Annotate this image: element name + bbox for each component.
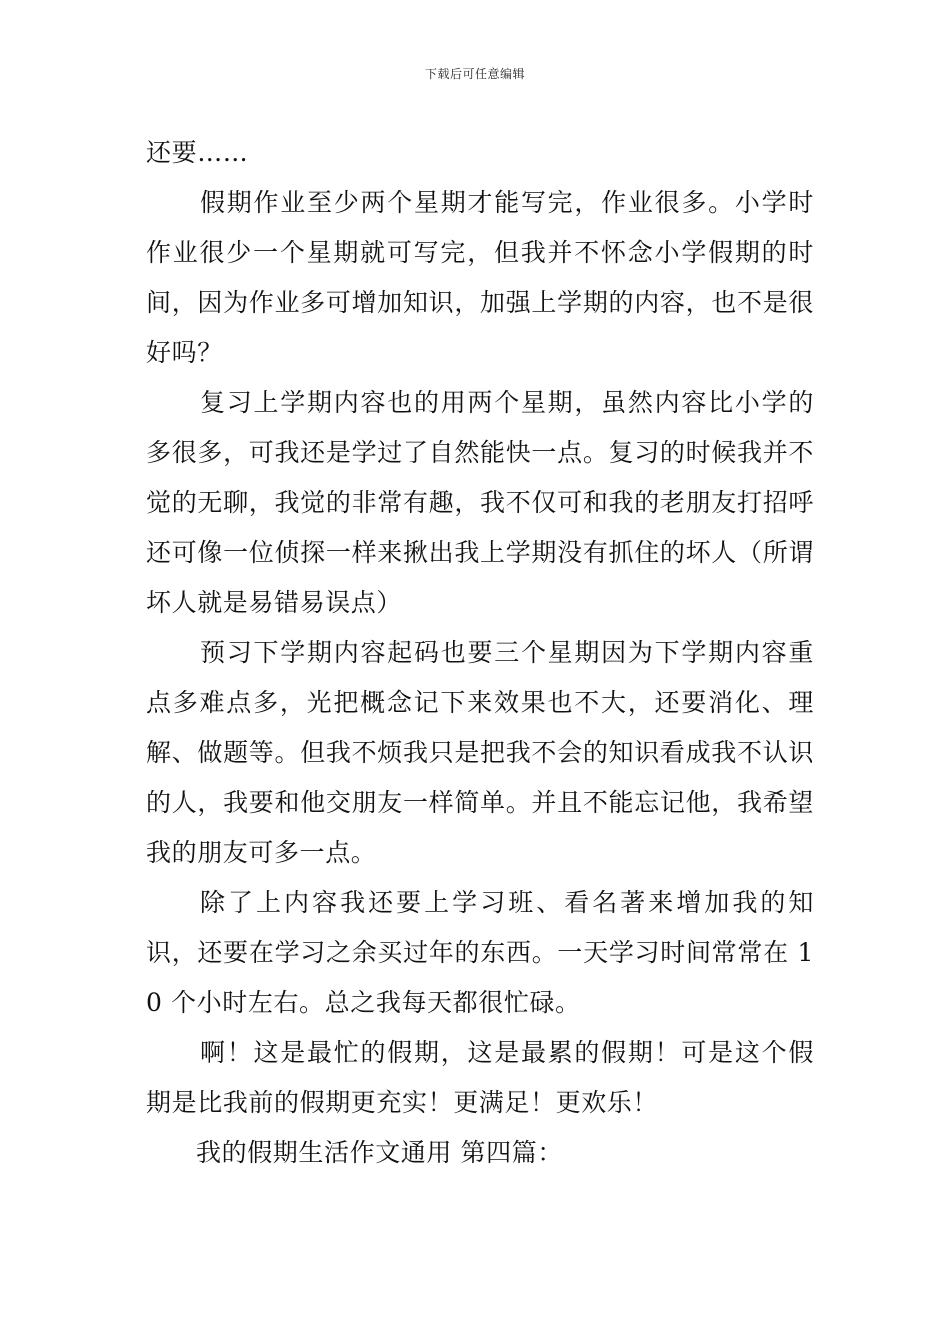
paragraph-classes: 除了上内容我还要上学习班、看名著来增加我的知识，还要在学习之余买过年的东西。一天学习时间常常在 10 个小时左右。总之我每天都很忙碌。: [146, 888, 814, 1017]
section-heading: 我的假期生活作文通用 第四篇：: [196, 1138, 563, 1167]
paragraph-review: 复习上学期内容也的用两个星期，虽然内容比小学的多很多，可我还是学过了自然能快一点。复习的时候我并不觉的无聊，我觉的非常有趣，我不仅可和我的老朋友打招呼还可像一位侦探一样来揪出我上学期没有抓住的坏人（所谓坏人就是易错易误点）: [146, 388, 814, 617]
document-body: [146, 128, 814, 1178]
continuation-text: 还要……: [146, 138, 249, 167]
page-header-note: 下载后可任意编辑: [424, 67, 525, 81]
paragraph-exclamation: 啊！这是最忙的假期，这是最累的假期！可是这个假期是比我前的假期更充实！更满足！更欢乐！: [146, 1038, 814, 1117]
paragraph-homework: 假期作业至少两个星期才能写完，作业很多。小学时作业很少一个星期就可写完，但我并不怀念小学假期的时间，因为作业多可增加知识，加强上学期的内容，也不是很好吗？: [146, 188, 814, 367]
paragraph-preview: 预习下学期内容起码也要三个星期因为下学期内容重点多难点多，光把概念记下来效果也不大，还要消化、理解、做题等。但我不烦我只是把我不会的知识看成我不认识的人，我要和他交朋友一样简单。并且不能忘记他，我希望我的朋友可多一点。: [146, 638, 814, 867]
